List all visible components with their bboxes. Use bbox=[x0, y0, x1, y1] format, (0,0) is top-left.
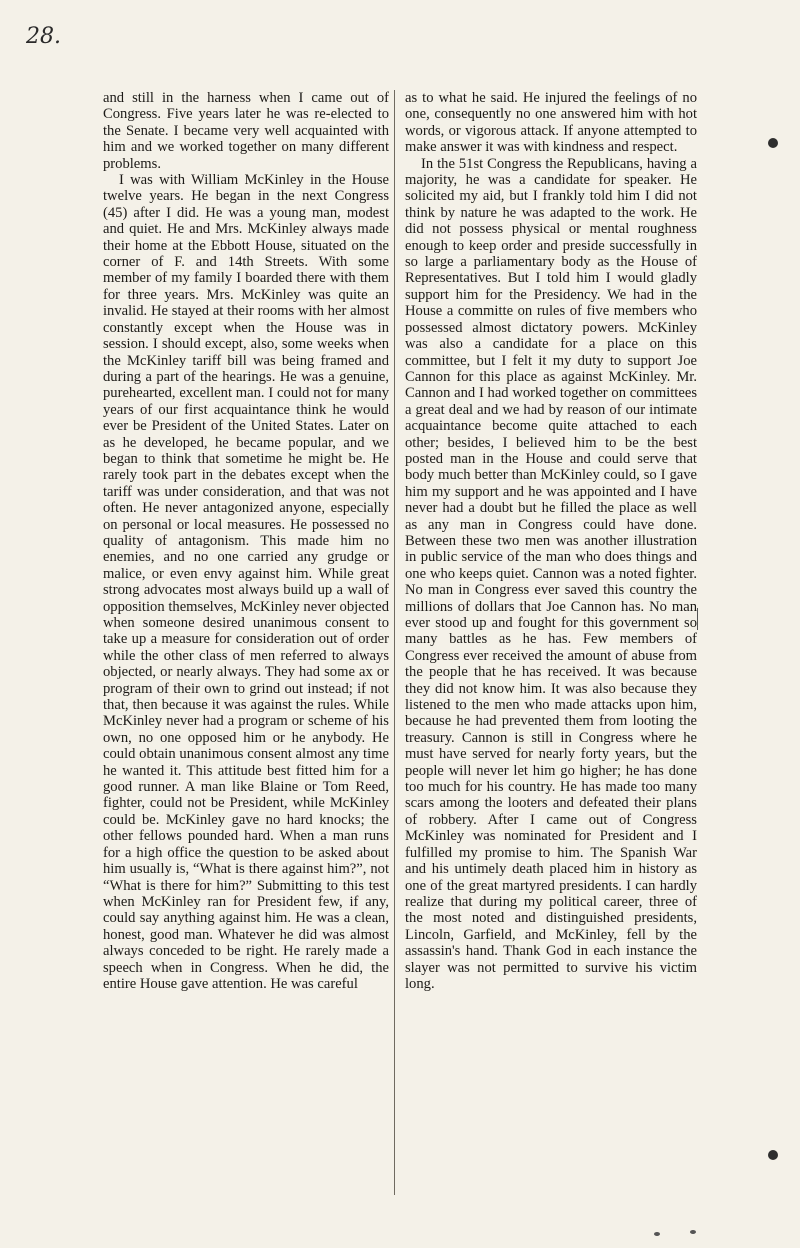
ink-speck bbox=[690, 1230, 696, 1234]
page-number: 28. bbox=[26, 24, 61, 49]
ink-speck bbox=[654, 1232, 660, 1236]
paragraph-51st-congress: In the 51st Congress the Republicans, having a majority, he was a candidate for speaker. He solicited my aid, but I frankly told him I did not think by nature he was adapted to the work. He did not possess physical or mental roughness enough to keep order and preside successfully in so large a parliamentary body as the House of Representatives. But I told him I would gladly support him for the Presidency. We had in the House a committe on rules of five members who possessed almost dictatory powers. McKinley was also a candidate for a place on this committee, but I felt it my duty to support Joe Cannon for this place as against McKinley. Mr. Cannon and I had worked together on committees a great deal and we had by reason of our intimate acquaintance become quite attached to each other; besides, I believed him to be the best posted man in the House and could serve that body much better than McKinley could, so I gave him my support and he was appointed and I have never had a doubt but he filled the place as well as any man in Congress could have done. Between these two men was another illustration in public service of the man who does things and one who keeps quiet. Cannon was a noted fighter. No man in Congress ever saved this country the millions of dollars that Joe Cannon has. No man ever stood up and fought for this government so many battles as he has. Few members of Congress ever received the amount of abuse from the people that he has received. It was because they did not know him. It was also because they listened to the men who made attacks upon him, because he had prevented them from looting the treasury. Cannon is still in Congress where he must have served for nearly forty years, but the people will never let him go higher; he has done too much for his country. He has made too many scars among the looters and defeated their plans of robbery. After I came out of Congress McKinley was nominated for President and I fulfilled my promise to him. The Spanish War and his untimely death placed him in history as one of the great martyred presidents. I can hardly realize that during my political career, three of the most noted and distinguished presidents, Lincoln, Garfield, and McKinley, fell by the assassin's hand. Thank God in each instance the slayer was not permitted to survive his victim long. bbox=[405, 155, 697, 992]
paragraph-continuation: and still in the harness when I came out of Congress. Five years later he was re-elected to the Senate. I became very well acquainted with him and we worked together on many different problems. bbox=[103, 90, 389, 172]
article-body bbox=[103, 90, 697, 1195]
margin-rule bbox=[697, 608, 698, 630]
right-column bbox=[405, 90, 697, 1195]
binding-hole-icon bbox=[768, 1150, 778, 1160]
paragraph-continuation-right: as to what he said. He injured the feelings of no one, consequently no one answered him with hot words, or vigorous attack. If anyone attempted to make answer it was with kindness and respect. bbox=[405, 90, 697, 156]
left-column bbox=[103, 90, 395, 1195]
paragraph-mckinley: I was with William McKinley in the House twelve years. He began in the next Congress (45) after I did. He was a young man, modest and quiet. He and Mrs. McKinley always made their home at the Ebbott House, situated on the corner of F. and 14th Streets. With some member of my family I boarded there with them for three years. Mrs. McKinley was quite an invalid. He stayed at their rooms with her almost constantly except when the House was in session. I should except, also, some weeks when the McKinley tariff bill was being framed and during a part of the hearings. He was a genuine, purehearted, excellent man. I could not for many years of our first acquaintance think he would ever be President of the United States. Later on as he developed, he became popular, and we began to think that sometime he might be. He rarely took part in the debates except when the tariff was under consideration, and that was not often. He never antagonized anyone, especially on personal or local measures. He possessed no quality of antagonism. This made him no enemies, and no one carried any grudge or malice, or even envy against him. While great strong advocates most always build up a wall of opposition themselves, McKinley never objected when someone desired unanimous consent to take up a measure for consideration out of order while the other class of men referred to always objected, or nearly always. They had some ax or program of their own to grind out instead; if not that, then because it was against the rules. While McKinley never had a program or scheme of his own, no one opposed him or he anybody. He could obtain unanimous consent almost any time he wanted it. This attitude best fitted him for a good runner. A man like Blaine or Tom Reed, fighter, could not be President, while McKinley could be. McKinley gave no hard knocks; the other fellows pounded hard. When a man runs for a high office the question to be asked about him usually is, “What is there against him?”, not “What is there for him?” Submitting to this test when McKinley ran for President few, if any, could say anything against him. He was a clean, honest, good man. Whatever he did was almost always conceded to be right. He rarely made a speech when in Congress. When he did, the entire House gave attention. He was careful bbox=[103, 172, 389, 992]
binding-hole-icon bbox=[768, 138, 778, 148]
